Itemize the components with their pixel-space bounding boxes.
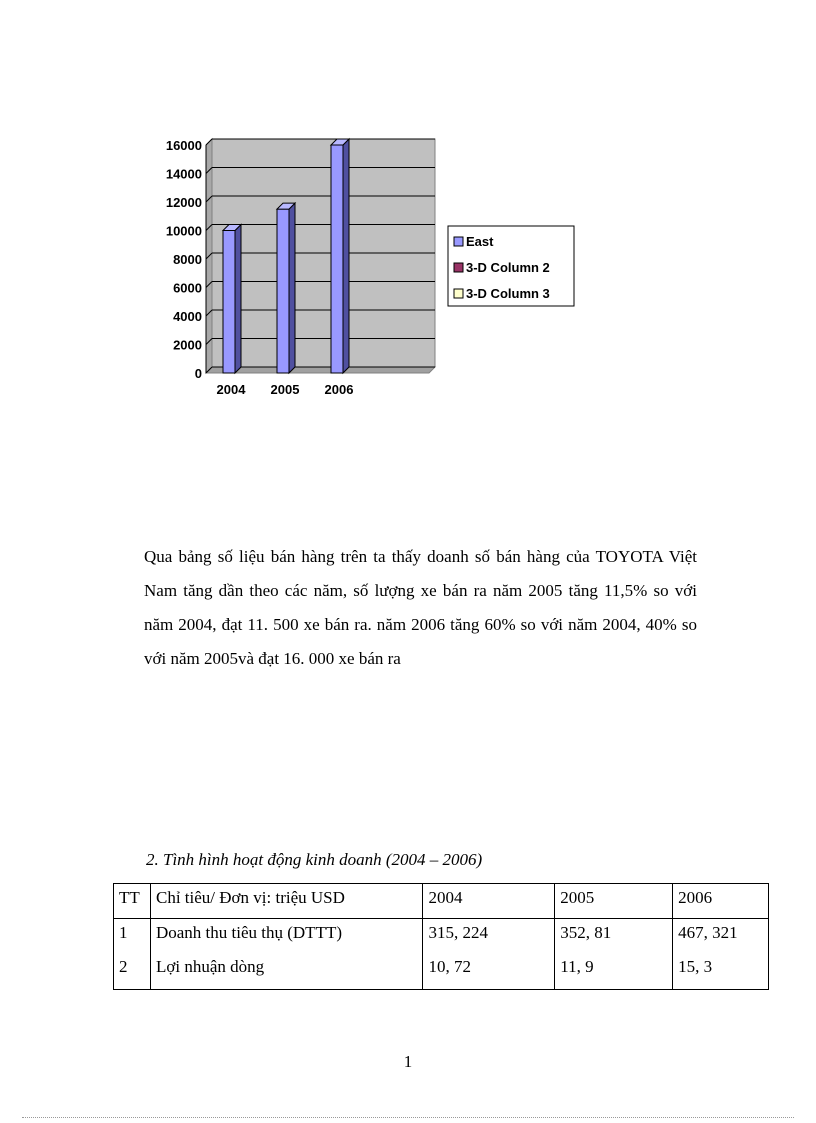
table-header-cell: 2006 xyxy=(673,884,769,919)
x-tick-label: 2004 xyxy=(216,382,246,397)
table-cell: 10, 72 xyxy=(423,953,555,990)
sales-chart xyxy=(150,125,590,405)
table-header-cell: Chỉ tiêu/ Đơn vị: triệu USD xyxy=(150,884,423,919)
table-row xyxy=(114,919,769,954)
legend-label: 3-D Column 2 xyxy=(466,260,550,275)
table-cell: 2 xyxy=(114,953,151,990)
table-header-cell: 2005 xyxy=(555,884,673,919)
table-cell: 352, 81 xyxy=(555,919,673,954)
table-cell: 15, 3 xyxy=(673,953,769,990)
y-tick-label: 16000 xyxy=(165,138,202,153)
table-cell: Doanh thu tiêu thụ (DTTT) xyxy=(150,919,423,954)
legend-label: East xyxy=(466,234,494,249)
y-tick-label: 12000 xyxy=(165,195,202,210)
legend-swatch xyxy=(454,289,463,298)
bar-side xyxy=(235,225,241,374)
analysis-paragraph: Qua bảng số liệu bán hàng trên ta thấy doanh số bán hàng của TOYOTA Việt Nam tăng dần theo các năm, số lượng xe bán ra năm 2005 tăng 11,5% so với năm 2004, đạt 11. 500 xe bán ra. năm 2006 tăng 60% so với năm 2004, 40% so với năm 2005và đạt 16. 000 xe bán ra xyxy=(144,547,697,668)
table-cell: 11, 9 xyxy=(555,953,673,990)
x-tick-label: 2005 xyxy=(270,382,300,397)
y-tick-label: 8000 xyxy=(173,252,202,267)
y-tick-label: 4000 xyxy=(173,309,202,324)
legend-swatch xyxy=(454,237,463,246)
page-number: 1 xyxy=(403,1052,413,1071)
legend-swatch xyxy=(454,263,463,272)
section-heading: 2. Tình hình hoạt động kinh doanh (2004 – 2006) xyxy=(146,850,483,869)
legend-label: 3-D Column 3 xyxy=(466,286,550,301)
table-header-cell: 2004 xyxy=(423,884,555,919)
bar xyxy=(331,145,343,373)
bar xyxy=(223,231,235,374)
bar-side xyxy=(343,139,349,373)
table-header-cell: TT xyxy=(114,884,151,919)
table-cell: Lợi nhuận dòng xyxy=(150,953,423,990)
y-tick-label: 10000 xyxy=(165,223,202,239)
table-cell: 315, 224 xyxy=(423,919,555,954)
table-cell: 1 xyxy=(114,919,151,954)
y-tick-label: 0 xyxy=(194,366,202,381)
y-tick-label: 14000 xyxy=(165,166,202,182)
y-tick-label: 6000 xyxy=(173,280,202,296)
table-header-row xyxy=(114,884,769,919)
business-table xyxy=(113,883,769,990)
bar xyxy=(277,209,289,373)
table-row xyxy=(114,953,769,990)
page-bottom-rule xyxy=(22,1117,794,1118)
y-tick-label: 2000 xyxy=(173,337,202,353)
table-cell: 467, 321 xyxy=(673,919,769,954)
bar-side xyxy=(289,203,295,373)
x-tick-label: 2006 xyxy=(324,382,354,397)
